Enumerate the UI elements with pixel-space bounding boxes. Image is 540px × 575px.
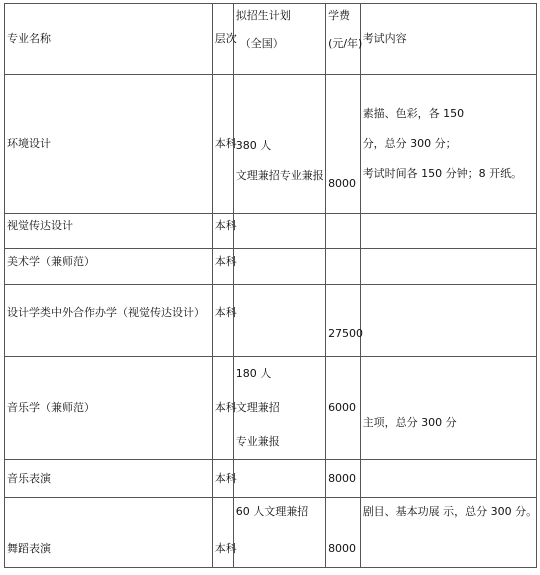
row-exam-line: 主项，总分 300 分	[362, 416, 457, 429]
row-fee	[326, 249, 361, 285]
table-header-row	[5, 4, 537, 75]
row-major: 舞蹈表演	[5, 498, 213, 568]
row-plan	[233, 249, 325, 285]
row-exam	[360, 460, 536, 498]
row-major: 视觉传达设计	[5, 214, 213, 249]
row-exam	[360, 214, 536, 249]
header-exam: 考试内容	[360, 4, 536, 75]
row-plan-line: 380 人	[235, 139, 272, 152]
row-level: 本科	[212, 498, 233, 568]
row-plan	[233, 357, 325, 460]
row-major: 环境设计	[5, 75, 213, 214]
row-level: 本科	[212, 357, 233, 460]
header-plan-line1: 拟招生计划	[235, 9, 291, 22]
header-fee-line2: (元/年)	[328, 37, 363, 50]
header-fee-line1: 学费	[328, 9, 351, 22]
row-plan	[233, 460, 325, 498]
row-fee: 8000	[326, 75, 361, 214]
row-exam-line: 剧目、基本功展 示，总分 300 分。	[362, 505, 538, 518]
table-row	[5, 460, 537, 498]
row-fee	[326, 214, 361, 249]
row-plan	[233, 498, 325, 568]
row-plan-line: 文理兼招专业兼报	[235, 169, 324, 182]
header-level: 层次	[212, 4, 233, 75]
row-level: 本科	[212, 285, 233, 357]
table-row	[5, 214, 537, 249]
table-row	[5, 249, 537, 285]
row-level: 本科	[212, 75, 233, 214]
header-fee	[326, 4, 361, 75]
header-plan	[233, 4, 325, 75]
row-plan-line: 专业兼报	[235, 435, 280, 448]
row-level: 本科	[212, 249, 233, 285]
row-fee: 27500	[326, 285, 361, 357]
row-exam	[360, 498, 536, 568]
row-exam	[360, 249, 536, 285]
table-row	[5, 357, 537, 460]
row-fee: 6000	[326, 357, 361, 460]
row-plan	[233, 285, 325, 357]
row-fee: 8000	[326, 460, 361, 498]
row-exam	[360, 75, 536, 214]
row-plan-line: 文理兼招	[235, 401, 280, 414]
row-plan-line: 60 人文理兼招	[235, 505, 309, 518]
row-plan-line: 180 人	[235, 367, 272, 380]
row-major: 设计学类中外合作办学（视觉传达设计）	[5, 285, 213, 357]
row-level: 本科	[212, 214, 233, 249]
row-exam	[360, 285, 536, 357]
row-exam-line: 分，总分 300 分；	[362, 137, 457, 150]
row-plan	[233, 214, 325, 249]
row-major: 音乐表演	[5, 460, 213, 498]
row-level: 本科	[212, 460, 233, 498]
row-plan	[233, 75, 325, 214]
row-exam-line: 考试时间各 150 分钟；8 开纸。	[362, 167, 523, 180]
table-row	[5, 498, 537, 568]
header-plan-line2: （全国）	[239, 37, 284, 50]
header-major: 专业名称	[5, 4, 213, 75]
enrollment-table	[4, 3, 537, 568]
row-major: 音乐学（兼师范）	[5, 357, 213, 460]
row-exam	[360, 357, 536, 460]
table-row	[5, 75, 537, 214]
row-exam-line: 素描、色彩，各 150	[362, 107, 465, 120]
row-fee: 8000	[326, 498, 361, 568]
table-row	[5, 285, 537, 357]
row-major: 美术学（兼师范）	[5, 249, 213, 285]
